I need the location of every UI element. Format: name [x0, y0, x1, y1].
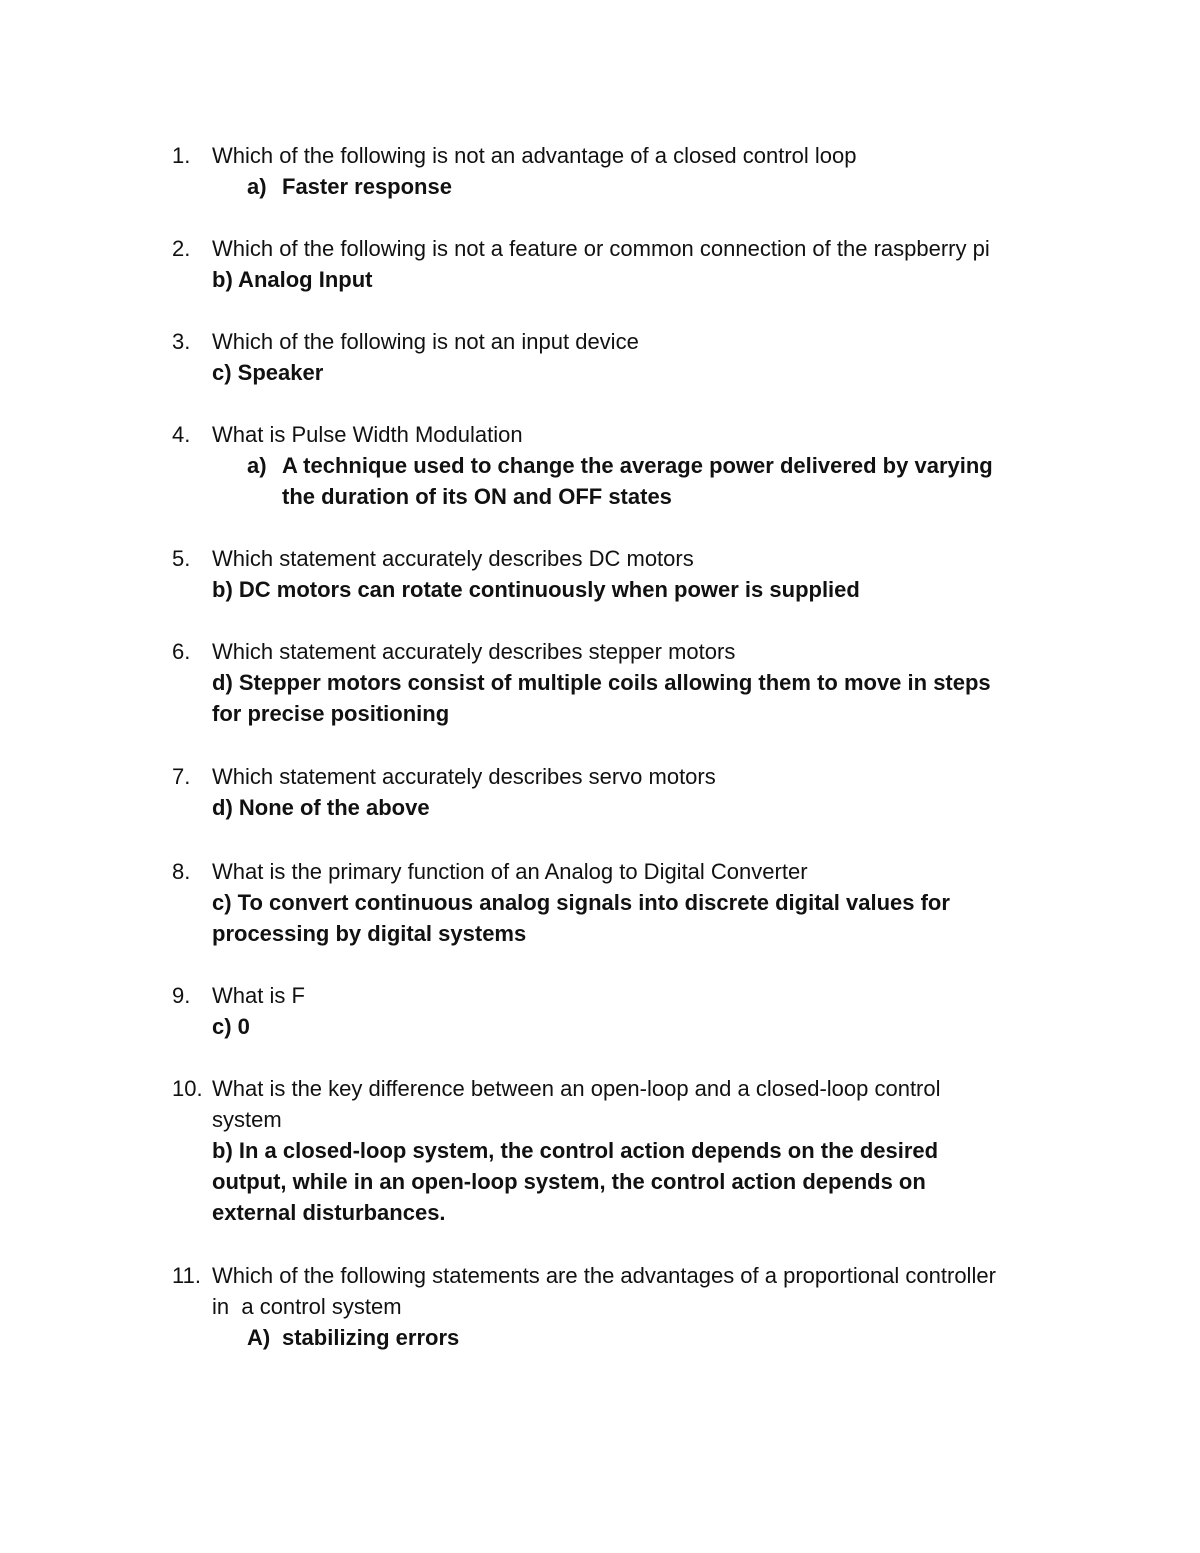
answer-text-continued: output, while in an open-loop system, the control action depends on — [212, 1169, 926, 1194]
question-number: 8. — [172, 859, 191, 884]
question-number: 3. — [172, 329, 191, 354]
question-5 — [172, 543, 1072, 605]
answer-text: c) Speaker — [212, 360, 324, 385]
answer-text: Faster response — [282, 174, 452, 199]
answer-text-continued: for precise positioning — [212, 701, 450, 726]
question-number: 4. — [172, 422, 191, 447]
answer-text-continued: the duration of its ON and OFF states — [282, 484, 672, 509]
question-number: 2. — [172, 236, 191, 261]
question-text: Which statement accurately describes stepper motors — [212, 639, 736, 664]
question-7 — [172, 761, 1072, 823]
question-6 — [172, 636, 1072, 729]
question-text: What is the primary function of an Analog to Digital Converter — [212, 859, 808, 884]
question-number: 9. — [172, 983, 191, 1008]
answer-text-continued: external disturbances. — [212, 1200, 446, 1225]
question-text: What is F — [212, 983, 305, 1008]
question-1 — [172, 140, 1072, 202]
answer-letter: A) — [247, 1325, 271, 1350]
question-number: 1. — [172, 143, 191, 168]
question-3 — [172, 326, 1072, 388]
answer-text: A technique used to change the average power delivered by varying — [282, 453, 993, 478]
answer-text: stabilizing errors — [282, 1325, 460, 1350]
question-number: 5. — [172, 546, 191, 571]
question-text: Which of the following statements are the advantages of a proportional controller — [212, 1263, 996, 1288]
question-4 — [172, 419, 1072, 512]
question-text: What is Pulse Width Modulation — [212, 422, 523, 447]
answer-text: c) 0 — [212, 1014, 250, 1039]
question-text-continued: in a control system — [212, 1294, 402, 1319]
question-text: Which statement accurately describes DC motors — [212, 546, 694, 571]
question-text: Which of the following is not a feature or common connection of the raspberry pi — [212, 236, 990, 261]
answer-letter: a) — [247, 453, 267, 478]
answer-text: d) Stepper motors consist of multiple coils allowing them to move in steps — [212, 670, 991, 695]
answer-text: d) None of the above — [212, 795, 430, 820]
answer-text: c) To convert continuous analog signals into discrete digital values for — [212, 890, 950, 915]
answer-text-continued: processing by digital systems — [212, 921, 527, 946]
answer-letter: a) — [247, 174, 267, 199]
question-number: 11. — [172, 1263, 201, 1288]
question-text: Which of the following is not an input device — [212, 329, 639, 354]
answer-text: b) DC motors can rotate continuously when power is supplied — [212, 577, 860, 602]
question-number: 7. — [172, 764, 191, 789]
question-8 — [172, 856, 1072, 949]
question-2 — [172, 233, 1072, 295]
answer-text: b) In a closed-loop system, the control action depends on the desired — [212, 1138, 939, 1163]
question-10 — [172, 1073, 1072, 1228]
question-text: Which of the following is not an advantage of a closed control loop — [212, 143, 857, 168]
question-number: 10. — [172, 1076, 203, 1101]
question-11 — [172, 1260, 1072, 1353]
question-text-continued: system — [212, 1107, 282, 1132]
question-text: What is the key difference between an open-loop and a closed-loop control — [212, 1076, 941, 1101]
question-text: Which statement accurately describes servo motors — [212, 764, 716, 789]
question-number: 6. — [172, 639, 191, 664]
answer-text: b) Analog Input — [212, 267, 373, 292]
question-9 — [172, 980, 1072, 1042]
